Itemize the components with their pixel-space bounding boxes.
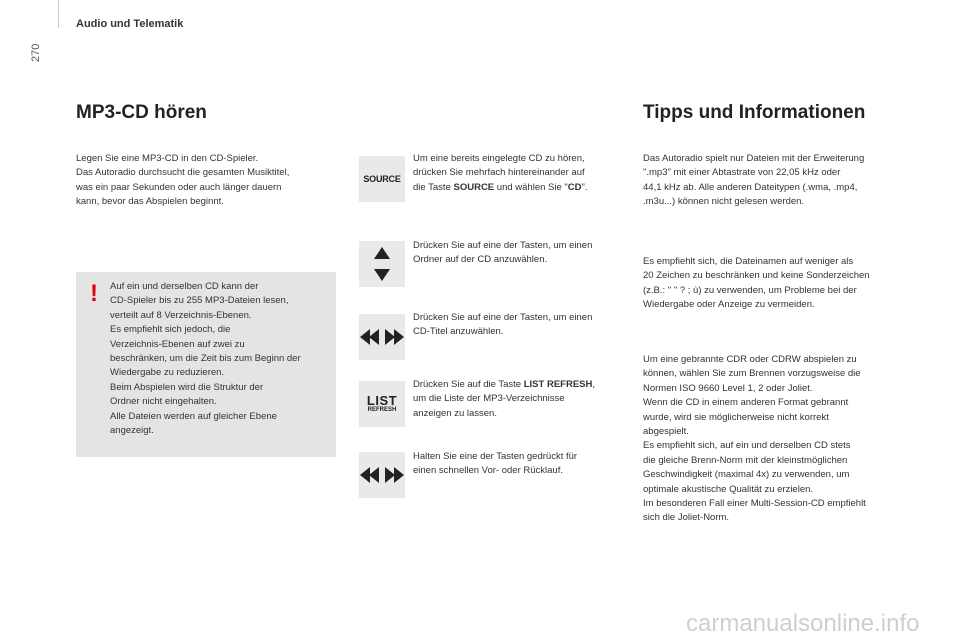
track-buttons-icon [359,314,405,360]
header-divider [58,0,59,28]
section-title-mp3: MP3-CD hören [76,102,207,123]
source-button-icon: SOURCE [359,156,405,202]
list-instruction: Drücken Sie auf die Taste LIST REFRESH, um die Liste der MP3-Verzeichnisse anzeigen zu lassen. [413,379,595,419]
tips-paragraph-2: Es empfiehlt sich, die Dateinamen auf weniger als 20 Zeichen zu beschränken und keine Sonderzeichen (z.B.: " " ? ; ù) zu verwenden, um Probleme bei der Wiedergabe oder Anzeige zu vermeiden. [643,256,870,311]
track-instruction: Drücken Sie auf eine der Tasten, um einen CD-Titel anzuwählen. [413,312,593,338]
source-instruction: Um eine bereits eingelegte CD zu hören, drücken Sie mehrfach hintereinander auf die Taste SOURCE und wählen Sie "CD". [413,153,588,193]
warning-box [76,272,336,457]
page-number: 270 [30,43,42,62]
seek-instruction: Halten Sie eine der Tasten gedrückt für einen schnellen Vor- oder Rücklauf. [413,451,578,477]
warning-icon: ! [90,280,98,307]
watermark: carmanualsonline.info [686,610,920,637]
tips-paragraph-3: Um eine gebrannte CDR oder CDRW abspielen zu können, wählen Sie zum Brennen vorzugsweise die Normen ISO 9660 Level 1, 2 oder Joliet. Wenn die CD in einem anderen Format gebrannt wurde, wird sie möglicherweise nicht korrekt abgespielt. Es empfiehlt sich, auf ein und derselben CD stets die gleiche Brenn-Norm mit der kleinstmöglichen Geschwindigkeit (maximal 4x) zu verwenden, um optimale akustische Qualität zu erzielen. Im besonderen Fall einer Multi-Session-CD empfiehlt sich die Joliet-Norm. [643,354,866,524]
up-down-arrows-icon [372,245,392,283]
intro-paragraph: Legen Sie eine MP3-CD in den CD-Spieler. Das Autoradio durchsucht die gesamten Musiktitel, was ein paar Sekunden oder auch länger dauern kann, bevor das Abspielen beginnt. [76,153,290,208]
up-down-buttons-icon [359,241,405,287]
prev-next-arrows-icon [360,328,404,346]
fast-seek-buttons-icon [359,452,405,498]
warning-text: Auf ein und derselben CD kann der CD-Spieler bis zu 255 MP3-Dateien lesen, verteilt auf 8 Verzeichnis-Ebenen. Es empfiehlt sich jedoch, die Verzeichnis-Ebenen auf zwei zu beschränken, um die Zeit bis zum Beginn der Wiedergabe zu reduzieren. Beim Abspielen wird die Struktur der Ordner nicht eingehalten. Alle Dateien werden auf gleicher Ebene angezeigt. [110,281,301,437]
section-header: Audio und Telematik [76,18,184,30]
tips-paragraph-1: Das Autoradio spielt nur Dateien mit der Erweiterung ".mp3" mit einer Abtastrate von 22,05 kHz oder 44,1 kHz ab. Alle anderen Dateitypen (.wma, .mp4, .m3u...) können nicht gelesen werden. [643,153,865,208]
section-title-tips: Tipps und Informationen [643,102,866,123]
rewind-forward-arrows-icon [360,466,404,484]
folder-instruction: Drücken Sie auf eine der Tasten, um einen Ordner auf der CD anzuwählen. [413,240,593,266]
list-refresh-button-icon: LIST REFRESH [359,381,405,427]
